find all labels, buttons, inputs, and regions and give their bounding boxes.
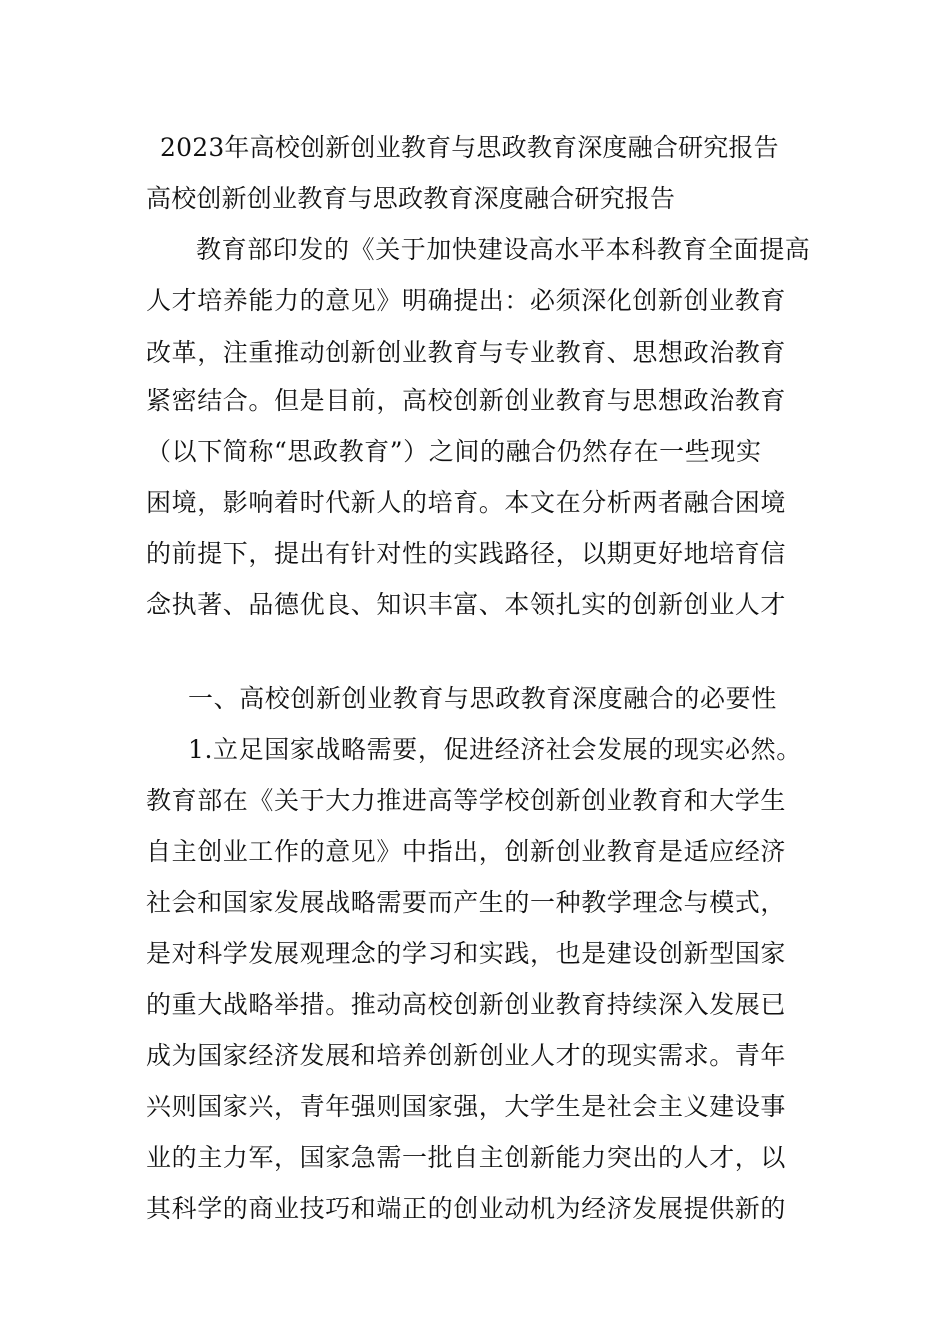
- document-subtitle: 高校创新创业教育与思政教育深度融合研究报告: [146, 184, 676, 213]
- paragraph-line: 成为国家经济发展和培养创新创业人才的现实需求。青年: [146, 1041, 787, 1070]
- paragraph-line: 困境，影响着时代新人的培育。本文在分析两者融合困境: [146, 488, 787, 517]
- paragraph-line: 自主创业工作的意见》中指出，创新创业教育是适应经济: [146, 837, 787, 866]
- paragraph-line: 教育部印发的《关于加快建设高水平本科教育全面提高: [196, 235, 811, 264]
- paragraph-line: 念执著、品德优良、知识丰富、本领扎实的创新创业人才: [146, 590, 787, 619]
- subsection-heading: 1.立足国家战略需要，促进经济社会发展的现实必然。: [188, 735, 802, 764]
- paragraph-line: 紧密结合。但是目前，高校创新创业教育与思想政治教育: [146, 386, 787, 415]
- document-title: 2023年高校创新创业教育与思政教育深度融合研究报告: [160, 133, 779, 162]
- paragraph-line: 人才培养能力的意见》明确提出：必须深化创新创业教育: [146, 286, 787, 315]
- paragraph-line: 改革，注重推动创新创业教育与专业教育、思想政治教育: [146, 338, 787, 367]
- paragraph-line: 其科学的商业技巧和端正的创业动机为经济发展提供新的: [146, 1194, 787, 1223]
- section-heading: 一、高校创新创业教育与思政教育深度融合的必要性: [188, 684, 777, 713]
- paragraph-line: （以下简称“思政教育”）之间的融合仍然存在一些现实: [146, 437, 762, 466]
- paragraph-line: 社会和国家发展战略需要而产生的一种教学理念与模式，: [146, 888, 787, 917]
- paragraph-line: 业的主力军，国家急需一批自主创新能力突出的人才，以: [146, 1143, 787, 1172]
- paragraph-line: 的重大战略举措。推动高校创新创业教育持续深入发展已: [146, 990, 787, 1019]
- paragraph-line: 是对科学发展观理念的学习和实践，也是建设创新型国家: [146, 939, 787, 968]
- paragraph-line: 的前提下，提出有针对性的实践路径，以期更好地培育信: [146, 539, 787, 568]
- paragraph-line: 兴则国家兴，青年强则国家强，大学生是社会主义建设事: [146, 1092, 787, 1121]
- paragraph-line: 教育部在《关于大力推进高等学校创新创业教育和大学生: [146, 786, 787, 815]
